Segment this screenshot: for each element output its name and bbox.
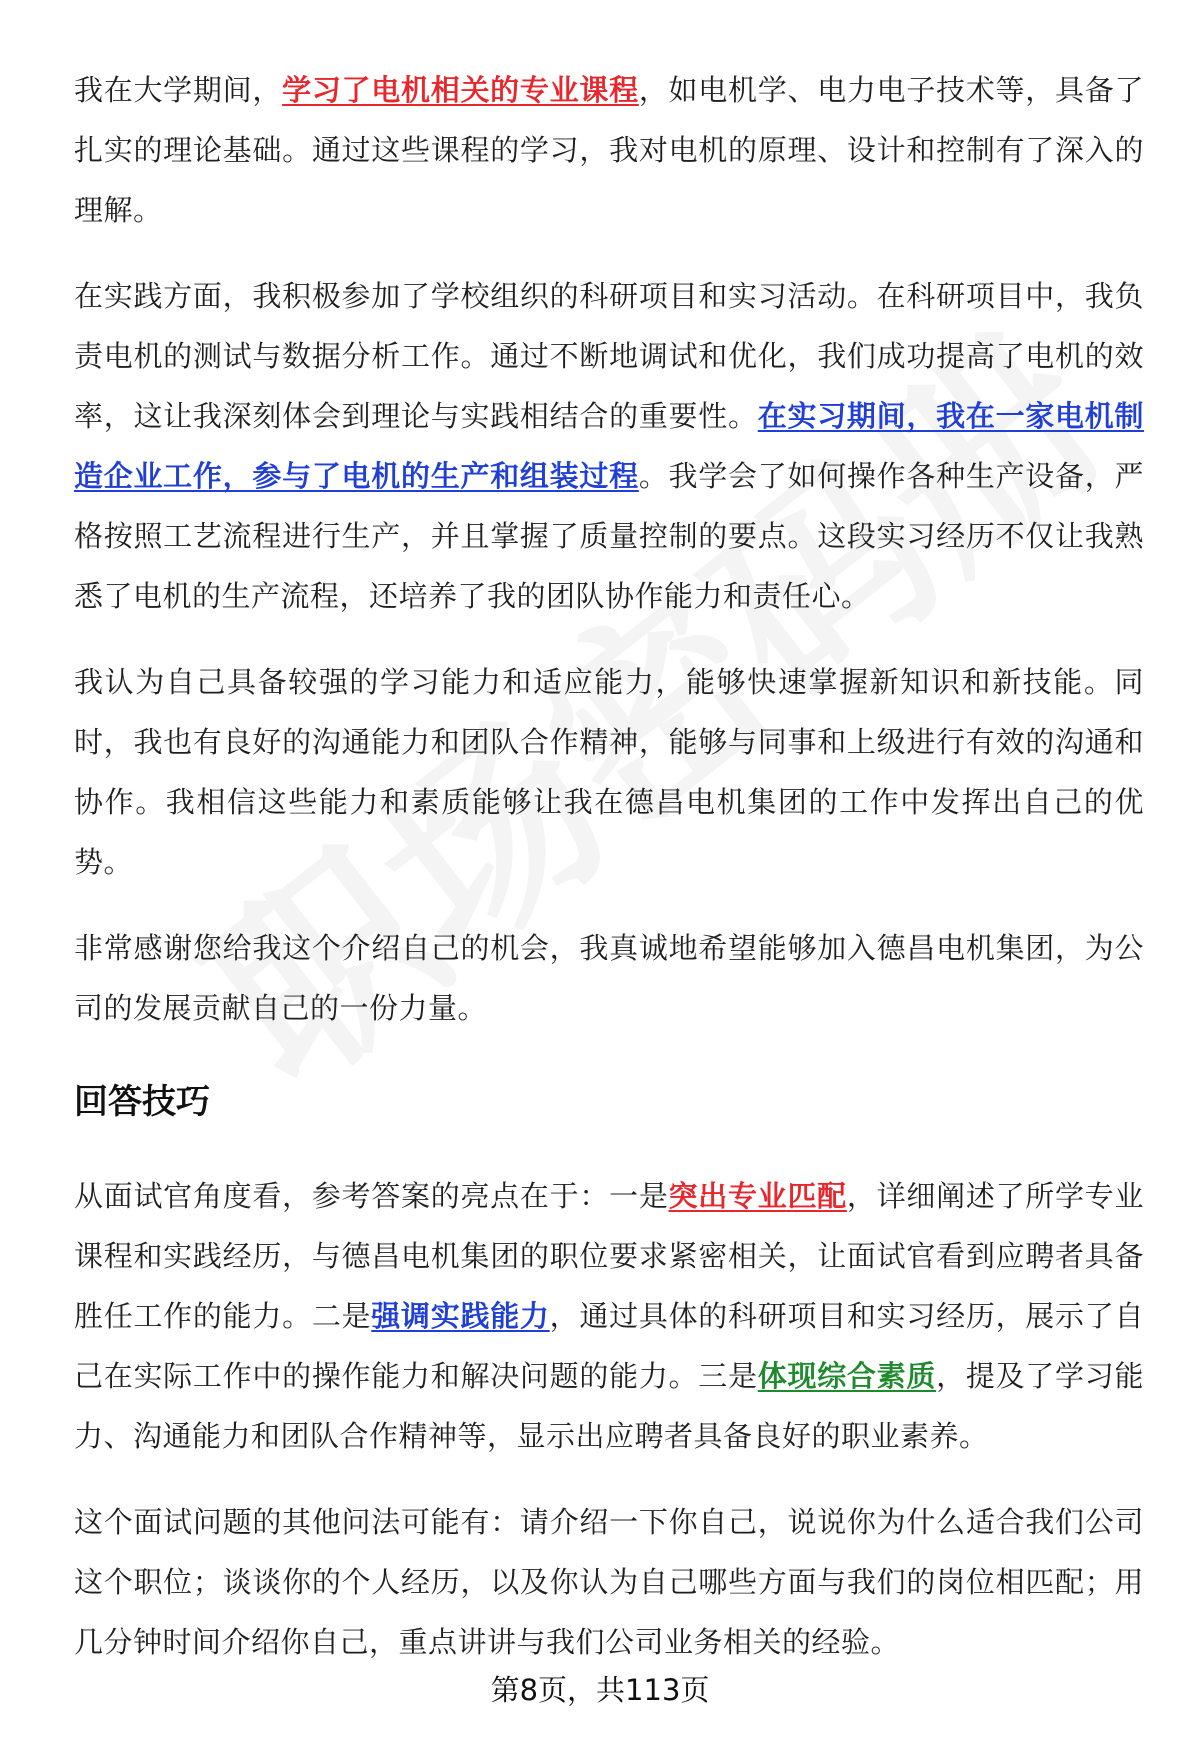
paragraph-3 <box>74 652 1144 892</box>
highlight-blue: 在实习期间，我在一家电机制造企业工作，参与了电机的生产和组装过程 <box>74 399 1144 493</box>
highlight-red: 突出专业匹配 <box>668 1179 847 1213</box>
text-segment: 这个面试问题的其他问法可能有：请介绍一下你自己，说说你为什么适合我们公司这个职位；谈谈你的个人经历，以及你认为自己哪些方面与我们的岗位相匹配；用几分钟时间介绍你自己，重点讲讲与我们公司业务相关的经验。 <box>74 1505 1144 1659</box>
text-segment: 从面试官角度看，参考答案的亮点在于：一是 <box>74 1179 669 1213</box>
text-segment: 我认为自己具备较强的学习能力和适应能力，能够快速掌握新知识和新技能。同时，我也有良好的沟通能力和团队合作精神，能够与同事和上级进行有效的沟通和协作。我相信这些能力和素质能够让我在德昌电机集团的工作中发挥出自己的优势。 <box>74 665 1144 879</box>
tips-paragraph-2 <box>74 1492 1144 1672</box>
document-body <box>74 60 1144 1672</box>
highlight-red: 学习了电机相关的专业课程 <box>282 73 639 107</box>
section-heading: 回答技巧 <box>74 1082 210 1122</box>
text-segment: 。我学会了如何操作各种生产设备，严格按照工艺流程进行生产，并且掌握了质量控制的要点。这段实习经历不仅让我熟悉了电机的生产流程，还培养了我的团队协作能力和责任心。 <box>74 459 1144 613</box>
paragraph-4 <box>74 918 1144 1038</box>
text-segment: ，通过具体的科研项目和实习经历，展示了自己在实际工作中的操作能力和解决问题的能力。三是 <box>74 1299 1144 1393</box>
paragraph-1 <box>74 60 1144 240</box>
text-segment: ，详细阐述了所学专业课程和实践经历，与德昌电机集团的职位要求紧密相关，让面试官看到应聘者具备胜任工作的能力。二是 <box>74 1179 1144 1333</box>
tips-paragraph-1 <box>74 1166 1144 1466</box>
text-segment: ，提及了学习能力、沟通能力和团队合作精神等，显示出应聘者具备良好的职业素养。 <box>74 1359 1144 1453</box>
text-segment: 在实践方面，我积极参加了学校组织的科研项目和实习活动。在科研项目中，我负责电机的测试与数据分析工作。通过不断地调试和优化，我们成功提高了电机的效率，这让我深刻体会到理论与实践相结合的重要性。 <box>74 279 1144 433</box>
text-segment: ，如电机学、电力电子技术等，具备了扎实的理论基础。通过这些课程的学习，我对电机的原理、设计和控制有了深入的理解。 <box>74 73 1144 227</box>
highlight-green: 体现综合素质 <box>757 1359 937 1393</box>
paragraph-2 <box>74 266 1144 626</box>
text-segment: 非常感谢您给我这个介绍自己的机会，我真诚地希望能够加入德昌电机集团，为公司的发展贡献自己的一份力量。 <box>74 931 1144 1025</box>
highlight-blue: 强调实践能力 <box>371 1299 550 1333</box>
page-footer: 第8页，共113页 <box>490 1673 710 1707</box>
text-segment: 我在大学期间， <box>74 73 283 107</box>
